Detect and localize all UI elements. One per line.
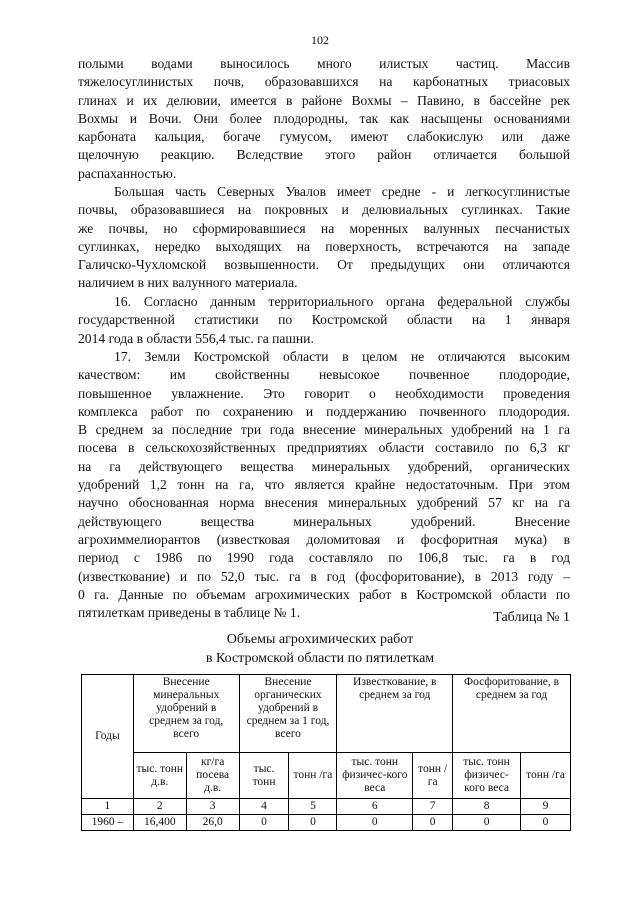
text-line: суглинках, нередко выходящих на поверхность, встречаются на западе xyxy=(78,238,570,254)
column-number: 9 xyxy=(521,799,571,815)
table-row xyxy=(82,815,571,831)
text-line: же почвы, но сформировавшиеся на моренных валунных песчанистых xyxy=(78,220,570,236)
column-number: 5 xyxy=(289,799,337,815)
text-line: тяжелосуглинистых почв, образовавшихся на карбонатных триасовых xyxy=(78,74,570,90)
column-number: 6 xyxy=(337,799,413,815)
table-title-line: Объемы агрохимических работ xyxy=(226,632,414,647)
text-line: щелочную реакцию. Вследствие этого район отличается большой xyxy=(78,147,570,163)
text-line: распаханностью. xyxy=(78,165,177,181)
header-phosphorization: Фосфоритование, в среднем за год xyxy=(453,675,571,753)
text-line: государственной статистики по Костромской области на 1 января xyxy=(78,312,570,328)
text-line: (известкование) и по 52,0 тыс. га в год (фосфоритование), в 2013 году – xyxy=(78,568,570,584)
subheader-cell: тыс. тонн xyxy=(239,753,289,799)
text-line: карбоната кальция, богаче гумусом, имеют слабокислую или даже xyxy=(78,129,570,145)
text-line: глинах и их делювии, имеется в районе Вохмы – Павино, в бассейне рек xyxy=(78,92,570,108)
text-line: В среднем за последние три года внесение минеральных удобрений на 1 га xyxy=(78,422,570,438)
table-title xyxy=(0,630,640,668)
column-number: 2 xyxy=(133,799,186,815)
paragraph-1 xyxy=(78,55,570,183)
header-mineral-fertilizers: Внесение минеральных удобрений в среднем за год, всего xyxy=(133,675,239,753)
text-line: Галичско-Чухломской возвышенности. От предыдущих они отличаются xyxy=(78,257,570,273)
subheader-cell: тонн /га xyxy=(521,753,571,799)
table-cell: 26,0 xyxy=(186,815,239,831)
text-line: Большая часть Северных Увалов имеет средне - и легкосуглинистые xyxy=(114,184,570,199)
column-number: 7 xyxy=(413,799,453,815)
column-number: 3 xyxy=(186,799,239,815)
table-subheader-row xyxy=(82,753,571,799)
text-line: полыми водами выносилось много илистых частиц. Массив xyxy=(78,56,570,71)
text-line: наличием в них валунного материала. xyxy=(78,275,298,291)
table-cell: 16,400 xyxy=(133,815,186,831)
subheader-cell: тонн /га xyxy=(289,753,337,799)
column-number: 4 xyxy=(239,799,289,815)
subheader-cell: кг/га посева д.в. xyxy=(186,753,239,799)
text-line: период с 1986 по 1990 года составляло по 106,8 тыс. га в год xyxy=(78,550,570,566)
text-line: научно обоснованная норма внесения минеральных удобрений 57 кг на га xyxy=(78,495,570,511)
paragraph-3 xyxy=(78,293,570,348)
subheader-cell: тыс. тонн д.в. xyxy=(133,753,186,799)
column-number: 1 xyxy=(82,799,134,815)
text-line: повышенное увлажнение. Это говорит о необходимости проведения xyxy=(78,385,570,401)
text-line: на га действующего вещества минеральных удобрений, органических xyxy=(78,458,570,474)
text-line: пятилеткам приведены в таблице № 1. xyxy=(78,605,301,621)
table-cell: 0 xyxy=(453,815,521,831)
text-line: посева в сельскохозяйственных предприятиях области составило по 6,3 кг xyxy=(78,440,570,456)
table-cell: 0 xyxy=(413,815,453,831)
table-cell: 0 xyxy=(521,815,571,831)
table-header-row xyxy=(82,675,571,753)
table-cell: 1960 – xyxy=(82,815,134,831)
text-line: качеством: им свойственны невысокое почвенное плодородие, xyxy=(78,367,570,383)
page-number: 102 xyxy=(311,33,329,47)
header-organic-fertilizers: Внесение органических удобрений в среднем за 1 год, всего xyxy=(239,675,337,753)
table-title-line: в Костромской области по пятилеткам xyxy=(205,651,435,666)
text-line: 0 га. Данные по объемам агрохимических работ в Костромской области по xyxy=(78,586,570,602)
text-line: комплекса работ по сохранению и поддержанию почвенного плодородия. xyxy=(78,403,570,419)
text-line: агрохиммелиорантов (известковая доломитовая и фосфоритная мука) в xyxy=(78,531,570,547)
subheader-cell: тыс. тонн физичес-кого веса xyxy=(453,753,521,799)
header-years: Годы xyxy=(82,675,134,799)
column-number-row xyxy=(82,799,571,815)
table-cell: 0 xyxy=(239,815,289,831)
text-line: Вохмы и Вочи. Они более плодородны, так как насыщены основаниями xyxy=(78,110,570,126)
header-liming: Известкование, в среднем за год xyxy=(337,675,453,753)
text-line: почвы, образовавшиеся на покровных и делювиальных суглинках. Такие xyxy=(78,202,570,218)
text-line: 2014 года в области 556,4 тыс. га пашни. xyxy=(78,330,314,346)
text-line: действующего вещества минеральных удобрений. Внесение xyxy=(78,513,570,529)
paragraph-2 xyxy=(78,183,570,293)
text-line: 16. Согласно данным территориального органа федеральной службы xyxy=(114,294,570,309)
subheader-cell: тонн /га xyxy=(413,753,453,799)
paragraph-4 xyxy=(78,348,570,622)
text-line: 17. Земли Костромской области в целом не отличаются высоким xyxy=(114,349,570,364)
table-label: Таблица № 1 xyxy=(493,610,570,625)
subheader-cell: тыс. тонн физичес-кого веса xyxy=(337,753,413,799)
table-cell: 0 xyxy=(289,815,337,831)
agrochemical-works-table xyxy=(81,674,571,831)
table-cell: 0 xyxy=(337,815,413,831)
text-line: удобрений 1,2 тонн на га, что является крайне недостаточным. При этом xyxy=(78,477,570,493)
column-number: 8 xyxy=(453,799,521,815)
